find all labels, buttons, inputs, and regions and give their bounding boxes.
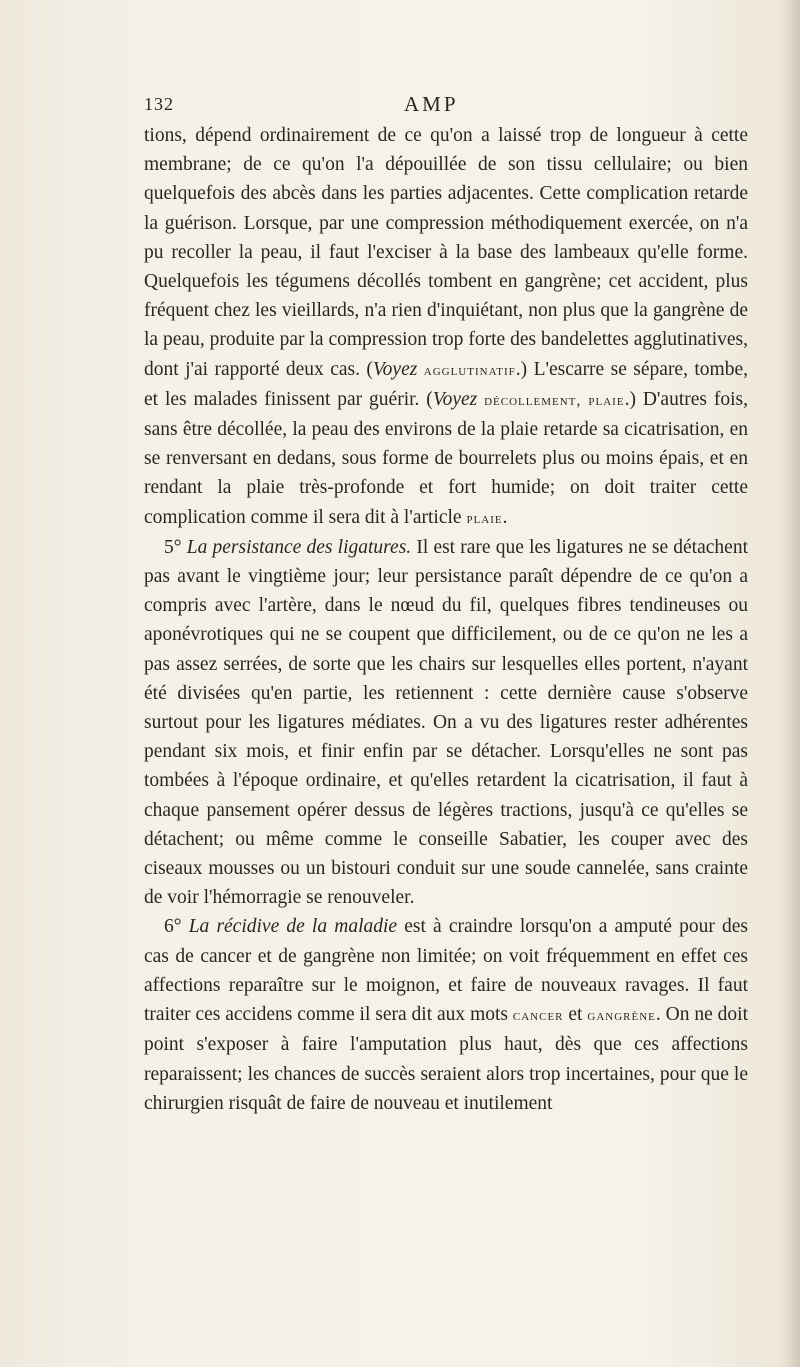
paragraph-complication-peau	[144, 121, 748, 533]
text-run: . On ne doit point s'exposer à faire l'amputation plus haut, dès que ces affections reparaissent; les chances de succès seraient alors trop incertaines, pour que le chirurgien risquât de faire de nouveau et inutilement	[144, 1004, 748, 1114]
text-run: 6°	[164, 916, 189, 938]
italic-text: La persistance des ligatures.	[186, 536, 412, 558]
cross-reference: cancer	[512, 1007, 564, 1025]
running-head: AMP	[404, 92, 459, 116]
body-text	[144, 121, 748, 1118]
italic-text: La récidive de la maladie	[188, 916, 398, 938]
text-run: .) D'autres fois, sans être décollée, la peau des environs de la plaie retarde sa cicatrisation, en se renversant en dedans, sous forme de bourrelets plus ou moins épais, et en rendant la plaie très-profonde et fort humide; on doit traiter cette complication comme il sera dit à l'article	[144, 388, 748, 528]
paragraph-persistance-ligatures	[144, 533, 748, 913]
page-header	[144, 94, 738, 120]
text-run: tions, dépend ordinairement de ce qu'on a laissé trop de longueur à cette membrane; de ce qu'on l'a dépouillée de son tissu cellulaire; ou bien quelquefois des abcès dans les parties adjacentes. Cette complication retarde la guérison. Lorsque, par une compression méthodiquement exercée, on n'a pu recoller la peau, il faut l'exciser à la base des lambeaux qu'elle forme. Quelquefois les tégumens décollés tombent en gangrène; cet accident, plus fréquent chez les vieillards, n'a rien d'inquiétant, non plus que la gangrène de la peau, produite par la compression trop forte des bandelettes agglutinatives, dont j'ai rapporté deux cas. (	[144, 125, 748, 380]
text-run: .) L'escarre se sépare, tombe, et les malades finissent par guérir. (	[144, 358, 748, 410]
text-run: .	[502, 506, 508, 528]
italic-text: Voyez	[372, 358, 418, 380]
text-run: Il est rare que les ligatures ne se détachent pas avant le vingtième jour; leur persistance paraît dépendre de ce qu'on a compris avec l'artère, dans le nœud du fil, quelques fibres tendineuses ou aponévrotiques qui ne se coupent que difficilement, ou de ce qu'on ne les a pas assez serrées, de sorte que les chairs sur lesquelles elles portent, n'ayant été divisées qu'en partie, les retiennent : cette dernière cause s'observe surtout pour les ligatures médiates. On a vu des ligatures rester adhérentes pendant six mois, et finir enfin par se détacher. Lorsqu'elles ne sont pas tombées à l'époque ordinaire, et qu'elles retardent la cicatrisation, il faut à chaque pansement opérer dessus de légères tractions, jusqu'à ce qu'elles se détachent; ou même comme le conseille Sabatier, les couper avec des ciseaux mousses ou un bistouri conduit sur une soude cannelée, sans crainte de voir l'hémorragie se renouveler.	[144, 536, 748, 909]
cross-reference: gangrène	[587, 1007, 656, 1025]
cross-reference: agglutinatif	[423, 361, 516, 379]
cross-reference: plaie	[466, 509, 503, 527]
paragraph-recidive-maladie	[144, 912, 748, 1117]
text-run: est à craindre lorsqu'on a amputé pour des cas de cancer et de gangrène non limitée; on voit fréquemment en effet ces affections reparaître sur le moignon, et faire de nouveaux ravages. Il faut traiter ces accidens comme il sera dit aux mots	[144, 916, 748, 1026]
page-edge-shadow	[782, 0, 800, 1367]
cross-reference: décollement, plaie	[484, 391, 625, 409]
text-run: 5°	[164, 536, 187, 558]
text-run: et	[563, 1004, 588, 1026]
italic-text: Voyez	[432, 388, 478, 410]
page-number: 132	[144, 94, 174, 114]
